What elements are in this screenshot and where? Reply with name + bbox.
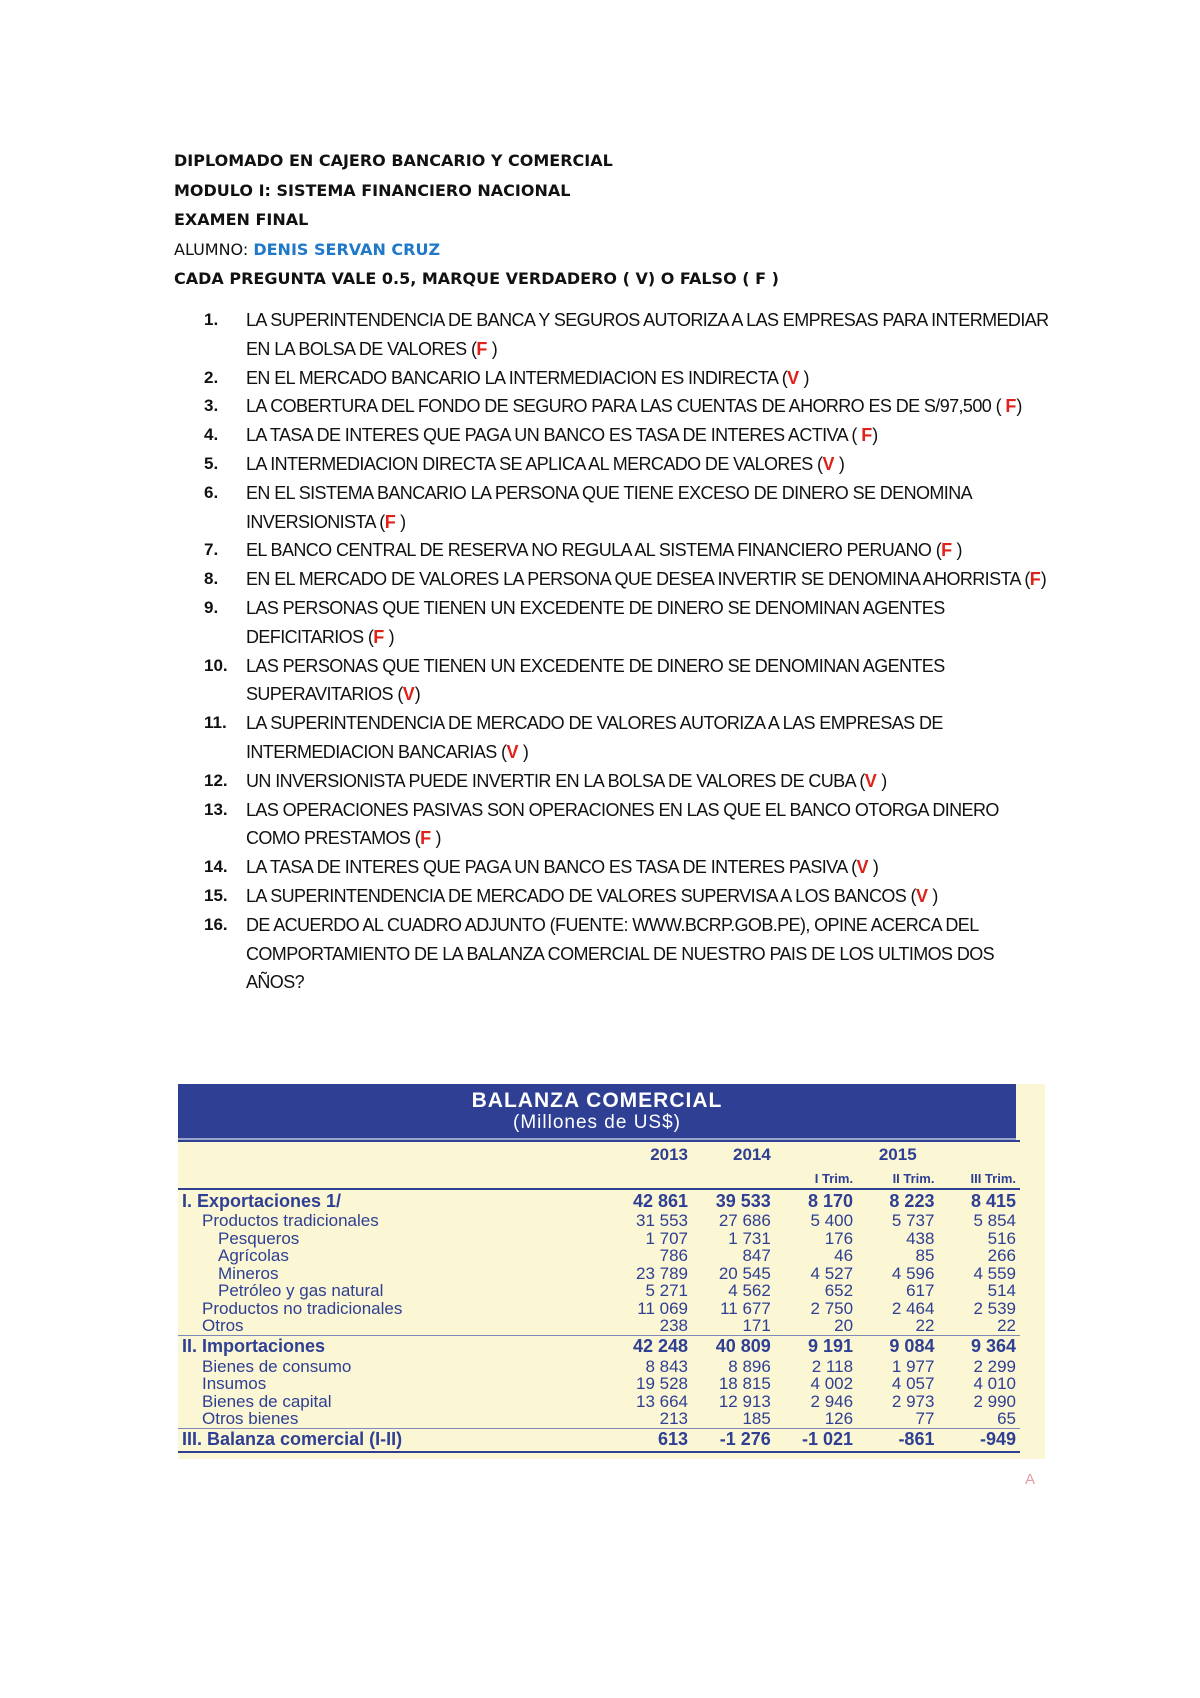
- table-cell: 2 464: [891, 1298, 935, 1318]
- table-cell: 4 596: [891, 1263, 935, 1283]
- table-cell: 4 057: [891, 1374, 935, 1394]
- table-banner: [178, 1084, 1016, 1142]
- table-cell: 5 400: [810, 1211, 854, 1231]
- question-text: EN EL MERCADO DE VALORES LA PERSONA QUE DESEA INVERTIR SE DENOMINA AHORRISTA (: [246, 569, 1030, 590]
- table-cell: 42 861: [632, 1190, 689, 1211]
- table-cell: 2 750: [810, 1298, 854, 1318]
- table-cell: 11 069: [637, 1298, 689, 1318]
- table-cell: 8 843: [645, 1356, 689, 1376]
- table-cell: 11 677: [720, 1298, 771, 1318]
- table-cell: 5 737: [891, 1211, 935, 1231]
- answer-mark: F: [941, 540, 953, 561]
- answer-mark: F: [476, 338, 488, 359]
- table-cell: 786: [659, 1246, 689, 1266]
- table-cell: 2 539: [973, 1298, 1016, 1318]
- answer-mark: V: [506, 741, 519, 762]
- table-title: BALANZA COMERCIAL: [471, 1089, 723, 1112]
- table-cell: 77: [915, 1409, 935, 1429]
- question-number: 8.: [204, 569, 219, 589]
- table-subtitle: (Millones de US$): [513, 1112, 681, 1133]
- table-cell: 5 854: [973, 1211, 1016, 1231]
- table-cell: 2 946: [810, 1391, 854, 1411]
- table-cell: 514: [987, 1281, 1016, 1301]
- table-cell: 42 248: [609, 1335, 692, 1358]
- row-label: Insumos: [202, 1374, 267, 1394]
- table-row: [178, 1265, 1020, 1283]
- question-text: LA TASA DE INTERES QUE PAGA UN BANCO ES TASA DE INTERES PASIVA (: [246, 857, 857, 878]
- question-item: [204, 364, 1054, 393]
- table-cell: 9 191: [775, 1335, 857, 1358]
- question-close: ): [1016, 396, 1022, 417]
- question-close: ): [952, 540, 962, 561]
- question-item: [204, 853, 1054, 882]
- table-cell: 18 815: [718, 1374, 771, 1394]
- question-close: ): [487, 338, 498, 359]
- table-row: [178, 1428, 1020, 1452]
- table-cell: 4 527: [810, 1263, 854, 1283]
- question-close: ): [395, 511, 406, 532]
- question-item: [204, 565, 1054, 594]
- question-number: 15.: [204, 885, 228, 905]
- row-label: Productos no tradicionales: [202, 1298, 403, 1318]
- answer-mark: V: [402, 684, 415, 705]
- question-close: ): [927, 885, 938, 906]
- table-row: [178, 1300, 1020, 1318]
- question-text: LA SUPERINTENDENCIA DE BANCA Y SEGUROS AUTORIZA A LAS EMPRESAS PARA INTERMEDIAR EN LA BOLSA DE VALORES (: [246, 310, 1049, 359]
- corner-mark: A: [1025, 1471, 1036, 1488]
- table-row: [178, 1393, 1020, 1411]
- question-close: ): [384, 626, 395, 647]
- question-close: ): [872, 425, 878, 446]
- question-text: LAS OPERACIONES PASIVAS SON OPERACIONES EN LAS QUE EL BANCO OTORGA DINERO COMO PRESTAMOS (: [246, 799, 999, 849]
- question-number: 10.: [204, 655, 228, 675]
- answer-mark: F: [1005, 396, 1017, 417]
- table-cell: 438: [906, 1228, 935, 1248]
- table-cell: 31 553: [636, 1211, 689, 1231]
- question-text: DE ACUERDO AL CUADRO ADJUNTO (FUENTE: WWW.BCRP.GOB.PE), OPINE ACERCA DEL COMPORTAMIENTO DE LA BALANZA COMERCIAL DE NUESTRO PAIS DE LOS ULTIMOS DOS AÑOS?: [246, 914, 995, 993]
- question-item: [204, 479, 1054, 537]
- question-close: ): [876, 770, 887, 791]
- table-cell: 4 010: [973, 1374, 1016, 1394]
- table-cell: 9 084: [857, 1335, 938, 1358]
- question-text: LA SUPERINTENDENCIA DE MERCADO DE VALORES AUTORIZA A LAS EMPRESAS DE INTERMEDIACION BANCARIAS (: [246, 713, 943, 762]
- row-label: Mineros: [218, 1263, 279, 1283]
- row-label: Pesqueros: [218, 1228, 300, 1248]
- question-item: [204, 911, 1054, 997]
- module-title: MODULO I: SISTEMA FINANCIERO NACIONAL: [174, 180, 571, 200]
- table-cell: 39 533: [715, 1190, 771, 1211]
- question-item: [204, 767, 1054, 796]
- table-cell: 46: [834, 1246, 854, 1266]
- table-cell: 20 545: [718, 1263, 771, 1283]
- table-cell: 4 002: [810, 1374, 854, 1394]
- row-label: III. Balanza comercial (I-II): [178, 1428, 609, 1452]
- table-row: [178, 1358, 1020, 1376]
- table-cell: 8 896: [728, 1356, 771, 1376]
- row-label: Otros: [202, 1316, 244, 1336]
- table-row: [178, 1375, 1020, 1393]
- question-item: [204, 796, 1054, 854]
- table-cell: 4 559: [973, 1263, 1016, 1283]
- question-item: [204, 652, 1054, 710]
- trade-balance-grid: [178, 1140, 1020, 1453]
- table-row: [178, 1247, 1020, 1265]
- question-close: ): [1040, 569, 1047, 590]
- quarter-header: I Trim.: [775, 1168, 857, 1189]
- table-cell: 238: [659, 1316, 689, 1336]
- table-cell: 8 223: [889, 1190, 935, 1211]
- question-text: EL BANCO CENTRAL DE RESERVA NO REGULA AL SISTEMA FINANCIERO PERUANO (: [246, 540, 942, 561]
- question-list: [204, 306, 1054, 997]
- question-number: 12.: [204, 770, 228, 790]
- table-cell: 516: [987, 1228, 1016, 1248]
- question-text: EN EL SISTEMA BANCARIO LA PERSONA QUE TIENE EXCESO DE DINERO SE DENOMINA INVERSIONISTA (: [246, 482, 971, 532]
- table-cell: 65: [997, 1409, 1016, 1429]
- answer-mark: V: [856, 857, 869, 878]
- row-label: Otros bienes: [202, 1409, 299, 1429]
- table-cell: 23 789: [636, 1263, 689, 1283]
- table-cell: 847: [742, 1246, 771, 1266]
- question-number: 11.: [204, 713, 227, 733]
- table-row: [178, 1335, 1020, 1358]
- student-name: DENIS SERVAN CRUZ: [253, 239, 441, 259]
- table-cell: -949: [938, 1428, 1020, 1452]
- answer-mark: F: [861, 425, 873, 446]
- question-close: ): [834, 453, 845, 474]
- table-cell: 40 809: [692, 1335, 775, 1358]
- question-number: 14.: [204, 857, 228, 877]
- question-close: ): [868, 857, 879, 878]
- table-cell: 171: [742, 1316, 771, 1336]
- table-row: [178, 1410, 1020, 1428]
- question-number: 3.: [204, 396, 219, 416]
- question-text: LA TASA DE INTERES QUE PAGA UN BANCO ES TASA DE INTERES ACTIVA (: [246, 425, 862, 446]
- table-cell: 5 271: [645, 1281, 689, 1301]
- table-cell: 2 973: [891, 1391, 935, 1411]
- answer-mark: V: [787, 367, 800, 388]
- row-label: Productos tradicionales: [202, 1211, 379, 1231]
- table-cell: 27 686: [718, 1211, 771, 1231]
- question-number: 5.: [204, 453, 219, 473]
- row-label: II. Importaciones: [178, 1335, 609, 1358]
- table-cell: 19 528: [636, 1374, 689, 1394]
- table-cell: 613: [609, 1428, 692, 1452]
- table-cell: 2 990: [973, 1391, 1016, 1411]
- question-number: 7.: [204, 540, 219, 560]
- table-row: [178, 1212, 1020, 1230]
- table-row: [178, 1282, 1020, 1300]
- question-text: EN EL MERCADO BANCARIO LA INTERMEDIACION ES INDIRECTA (: [246, 367, 788, 388]
- table-cell: 1 977: [891, 1356, 935, 1376]
- table-cell: -861: [857, 1428, 938, 1452]
- question-text: UN INVERSIONISTA PUEDE INVERTIR EN LA BOLSA DE VALORES DE CUBA (: [246, 770, 865, 791]
- table-row: [178, 1230, 1020, 1248]
- question-item: [204, 709, 1054, 767]
- answer-mark: V: [822, 453, 835, 474]
- table-cell: 652: [824, 1281, 854, 1301]
- row-label: I. Exportaciones 1/: [182, 1190, 342, 1211]
- quarter-header: III Trim.: [938, 1168, 1020, 1189]
- table-cell: 8 415: [970, 1190, 1016, 1211]
- question-number: 1.: [204, 310, 219, 329]
- question-number: 2.: [204, 367, 219, 387]
- table-cell: 185: [742, 1409, 771, 1429]
- trade-balance-table: [178, 1084, 1045, 1459]
- question-close: ): [414, 684, 421, 705]
- table-cell: 176: [824, 1228, 854, 1248]
- table-row: [178, 1317, 1020, 1335]
- table-cell: 1 707: [645, 1228, 689, 1248]
- table-cell: 85: [915, 1246, 935, 1266]
- question-text: LAS PERSONAS QUE TIENEN UN EXCEDENTE DE DINERO SE DENOMINAN AGENTES SUPERAVITARIOS (: [246, 655, 945, 705]
- question-number: 6.: [204, 482, 219, 502]
- question-item: [204, 392, 1054, 421]
- table-cell: 213: [659, 1409, 689, 1429]
- table-cell: 2 118: [811, 1356, 854, 1376]
- quarter-header: II Trim.: [857, 1168, 938, 1189]
- question-close: ): [518, 741, 529, 762]
- table-cell: 13 664: [636, 1391, 689, 1411]
- question-item: [204, 450, 1054, 479]
- answer-mark: V: [864, 770, 877, 791]
- table-cell: 9 364: [938, 1335, 1020, 1358]
- question-text: LA SUPERINTENDENCIA DE MERCADO DE VALORES SUPERVISA A LOS BANCOS (: [246, 885, 916, 906]
- question-item: [204, 536, 1054, 565]
- table-cell: 12 913: [718, 1391, 771, 1411]
- table-cell: 617: [906, 1281, 935, 1301]
- instructions: CADA PREGUNTA VALE 0.5, MARQUE VERDADERO ( V) O FALSO ( F ): [174, 269, 779, 288]
- question-text: LA INTERMEDIACION DIRECTA SE APLICA AL MERCADO DE VALORES (: [246, 453, 823, 474]
- row-label: Bienes de capital: [202, 1391, 332, 1411]
- table-cell: 22: [915, 1316, 935, 1336]
- question-number: 9.: [204, 597, 219, 617]
- student-line: [174, 235, 1074, 265]
- question-number: 16.: [204, 914, 228, 934]
- quarter-header-row: [178, 1168, 1020, 1189]
- table-cell: -1 021: [775, 1428, 857, 1452]
- row-label: Bienes de consumo: [202, 1356, 352, 1376]
- question-text: LAS PERSONAS QUE TIENEN UN EXCEDENTE DE DINERO SE DENOMINAN AGENTES DEFICITARIOS (: [246, 597, 945, 647]
- year-header: 2013: [609, 1141, 692, 1168]
- year-header: 2015: [857, 1141, 938, 1168]
- answer-mark: F: [420, 828, 432, 849]
- year-header: 2014: [692, 1141, 775, 1168]
- table-cell: 22: [997, 1316, 1016, 1336]
- question-item: [204, 882, 1054, 911]
- year-header-row: [178, 1141, 1020, 1168]
- answer-mark: V: [915, 885, 928, 906]
- table-cell: 126: [824, 1409, 854, 1429]
- row-label: Agrícolas: [218, 1246, 289, 1266]
- table-row: [178, 1189, 1020, 1212]
- table-cell: -1 276: [692, 1428, 775, 1452]
- question-text: LA COBERTURA DEL FONDO DE SEGURO PARA LAS CUENTAS DE AHORRO ES DE S/97,500 (: [246, 396, 1006, 417]
- course-title: DIPLOMADO EN CAJERO BANCARIO Y COMERCIAL: [174, 151, 613, 170]
- question-close: ): [431, 828, 441, 849]
- table-cell: 20: [834, 1316, 854, 1336]
- answer-mark: F: [384, 511, 396, 532]
- exam-header: [174, 146, 1074, 294]
- table-cell: 1 731: [728, 1228, 771, 1248]
- question-close: ): [799, 367, 809, 388]
- answer-mark: F: [373, 626, 385, 647]
- question-item: [204, 594, 1054, 652]
- exam-title: EXAMEN FINAL: [174, 210, 309, 229]
- question-number: 13.: [204, 799, 228, 819]
- table-cell: 266: [987, 1246, 1016, 1266]
- table-cell: 4 562: [728, 1281, 771, 1301]
- question-item: [204, 306, 1054, 364]
- question-number: 4.: [204, 425, 219, 445]
- table-cell: 8 170: [808, 1190, 854, 1211]
- student-label: ALUMNO:: [174, 239, 254, 259]
- answer-mark: F: [1029, 569, 1041, 590]
- question-item: [204, 421, 1054, 450]
- row-label: Petróleo y gas natural: [218, 1281, 384, 1301]
- table-cell: 2 299: [973, 1356, 1016, 1376]
